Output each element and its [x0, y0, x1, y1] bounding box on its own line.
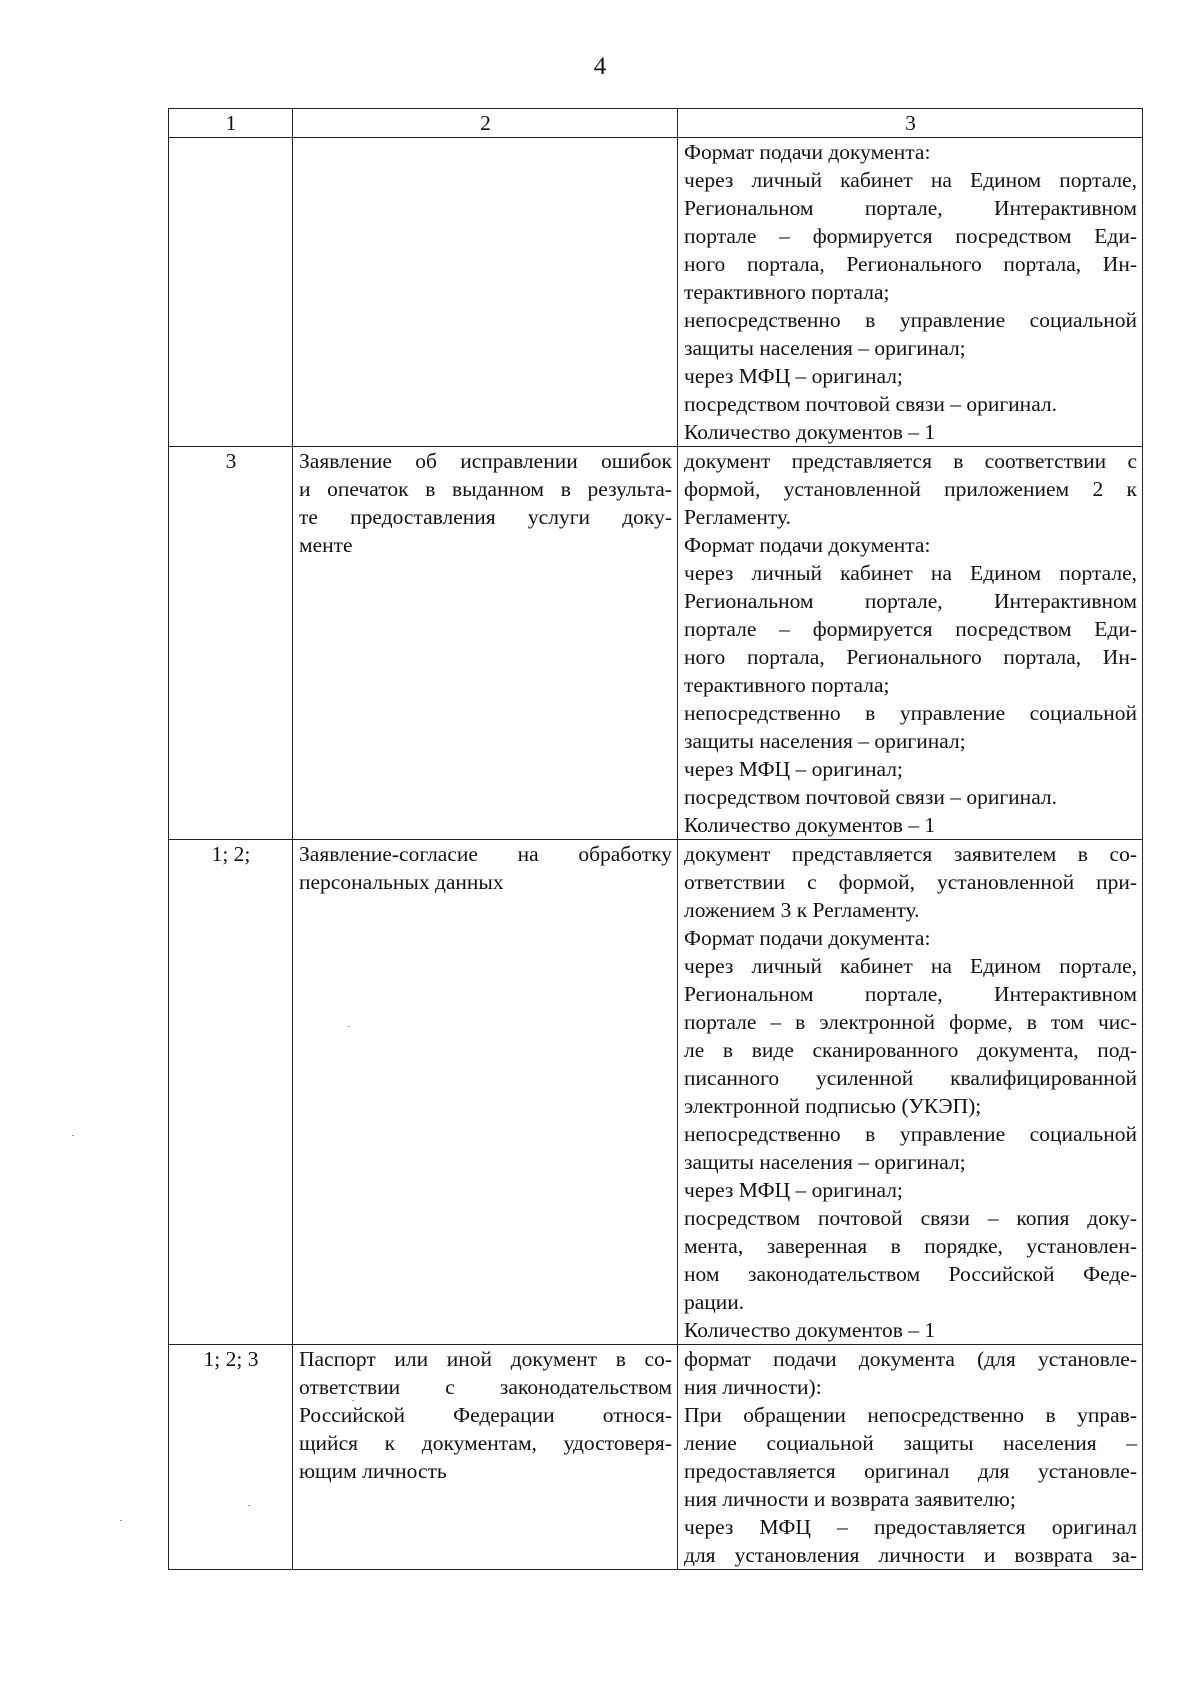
text-line: персональных данных — [299, 870, 504, 894]
text-line: через МФЦ – оригинал; — [684, 757, 903, 781]
document-name-cell — [293, 840, 678, 1345]
text-line: Количество документов – 1 — [684, 420, 936, 444]
text-line: формат подачи документа (для установле- — [684, 1347, 1137, 1371]
text-line: ление социальной защиты населения – — [684, 1431, 1137, 1455]
text-line: через личный кабинет на Едином портале, — [684, 168, 1137, 192]
text-line: документ представляется в соответствии с — [684, 449, 1137, 473]
text-line: электронной подписью (УКЭП); — [684, 1094, 982, 1118]
table-row — [169, 447, 1143, 840]
text-line: непосредственно в управление социальной — [684, 1122, 1137, 1146]
text-line: ложением 3 к Регламенту. — [684, 898, 920, 922]
text-line: непосредственно в управление социальной — [684, 308, 1137, 332]
text-line: рации. — [684, 1290, 745, 1314]
text-line: терактивного портала; — [684, 280, 890, 304]
text-line: щийся к документам, удостоверя- — [299, 1431, 672, 1455]
scan-speck — [248, 1505, 250, 1506]
submission-details-cell — [678, 447, 1143, 840]
text-line: через МФЦ – оригинал; — [684, 364, 903, 388]
text-line: посредством почтовой связи – оригинал. — [684, 392, 1058, 416]
text-line: предоставляется оригинал для установле- — [684, 1459, 1137, 1483]
text-line: ле в виде сканированного документа, под- — [684, 1038, 1137, 1062]
scan-speck — [352, 1400, 354, 1401]
text-line: посредством почтовой связи – копия доку- — [684, 1206, 1137, 1230]
text-line: формой, установленной приложением 2 к — [684, 477, 1137, 501]
documents-table — [168, 108, 1143, 1570]
text-line: Региональном портале, Интерактивном — [684, 196, 1137, 220]
text-line: писанного усиленной квалифицированной — [684, 1066, 1137, 1090]
text-line: Количество документов – 1 — [684, 813, 936, 837]
text-line: портале – в электронной форме, в том чис- — [684, 1010, 1137, 1034]
row-number-cell: 1; 2; 3 — [169, 1345, 293, 1570]
table-header-row — [169, 109, 1143, 138]
document-name-cell — [293, 447, 678, 840]
column-header-2: 2 — [293, 109, 678, 138]
text-line: защиты населения – оригинал; — [684, 336, 966, 360]
text-line: Формат подачи документа: — [684, 533, 931, 557]
text-line: Регламенту. — [684, 505, 791, 529]
text-line: портале – формируется посредством Еди- — [684, 224, 1137, 248]
text-line: ющим личность — [299, 1459, 447, 1483]
text-line: ного портала, Регионального портала, Ин- — [684, 252, 1137, 276]
text-line: Заявление-согласие на обработку — [299, 842, 672, 866]
text-line: защиты населения – оригинал; — [684, 1150, 966, 1174]
text-line: Паспорт или иной документ в со- — [299, 1347, 672, 1371]
submission-details-cell — [678, 840, 1143, 1345]
text-line: для установления личности и возврата за- — [684, 1543, 1137, 1567]
text-line: ния личности и возврата заявителю; — [684, 1487, 1016, 1511]
text-line: При обращении непосредственно в управ- — [684, 1403, 1137, 1427]
row-number-cell: 3 — [169, 447, 293, 840]
scan-speck — [72, 1135, 74, 1136]
text-line: ного портала, Регионального портала, Ин- — [684, 645, 1137, 669]
table-row — [169, 840, 1143, 1345]
text-line: Количество документов – 1 — [684, 1318, 936, 1342]
text-line: ния личности): — [684, 1375, 822, 1399]
text-line: мента, заверенная в порядке, установлен- — [684, 1234, 1137, 1258]
text-line: через личный кабинет на Едином портале, — [684, 954, 1137, 978]
text-line: через личный кабинет на Едином портале, — [684, 561, 1137, 585]
text-line: Региональном портале, Интерактивном — [684, 589, 1137, 613]
text-line: менте — [299, 533, 353, 557]
text-line: Формат подачи документа: — [684, 926, 931, 950]
text-line: терактивного портала; — [684, 673, 890, 697]
text-line: защиты населения – оригинал; — [684, 729, 966, 753]
text-line: те предоставления услуги доку- — [299, 505, 672, 529]
text-line: портале – формируется посредством Еди- — [684, 617, 1137, 641]
submission-details-cell — [678, 1345, 1143, 1570]
scan-speck — [120, 1520, 122, 1521]
text-line: документ представляется заявителем в со- — [684, 842, 1137, 866]
text-line: Региональном портале, Интерактивном — [684, 982, 1137, 1006]
text-line: ном законодательством Российской Феде- — [684, 1262, 1137, 1286]
table-row — [169, 1345, 1143, 1570]
text-line: ответствии с законодательством — [299, 1375, 672, 1399]
table-body — [169, 138, 1143, 1570]
text-line: через МФЦ – оригинал; — [684, 1178, 903, 1202]
submission-details-cell — [678, 138, 1143, 447]
text-line: и опечаток в выданном в результа- — [299, 477, 672, 501]
scan-speck — [348, 1026, 350, 1027]
text-line: непосредственно в управление социальной — [684, 701, 1137, 725]
column-header-1: 1 — [169, 109, 293, 138]
text-line: посредством почтовой связи – оригинал. — [684, 785, 1058, 809]
table-row — [169, 138, 1143, 447]
document-name-cell — [293, 1345, 678, 1570]
text-line: Формат подачи документа: — [684, 140, 931, 164]
text-line: через МФЦ – предоставляется оригинал — [684, 1515, 1137, 1539]
text-line: Российской Федерации относя- — [299, 1403, 672, 1427]
text-line: Заявление об исправлении ошибок — [299, 449, 672, 473]
row-number-cell — [169, 138, 293, 447]
text-line: ответствии с формой, установленной при- — [684, 870, 1137, 894]
column-header-3: 3 — [678, 109, 1143, 138]
row-number-cell: 1; 2; — [169, 840, 293, 1345]
document-name-cell — [293, 138, 678, 447]
page-number: 4 — [593, 53, 607, 80]
